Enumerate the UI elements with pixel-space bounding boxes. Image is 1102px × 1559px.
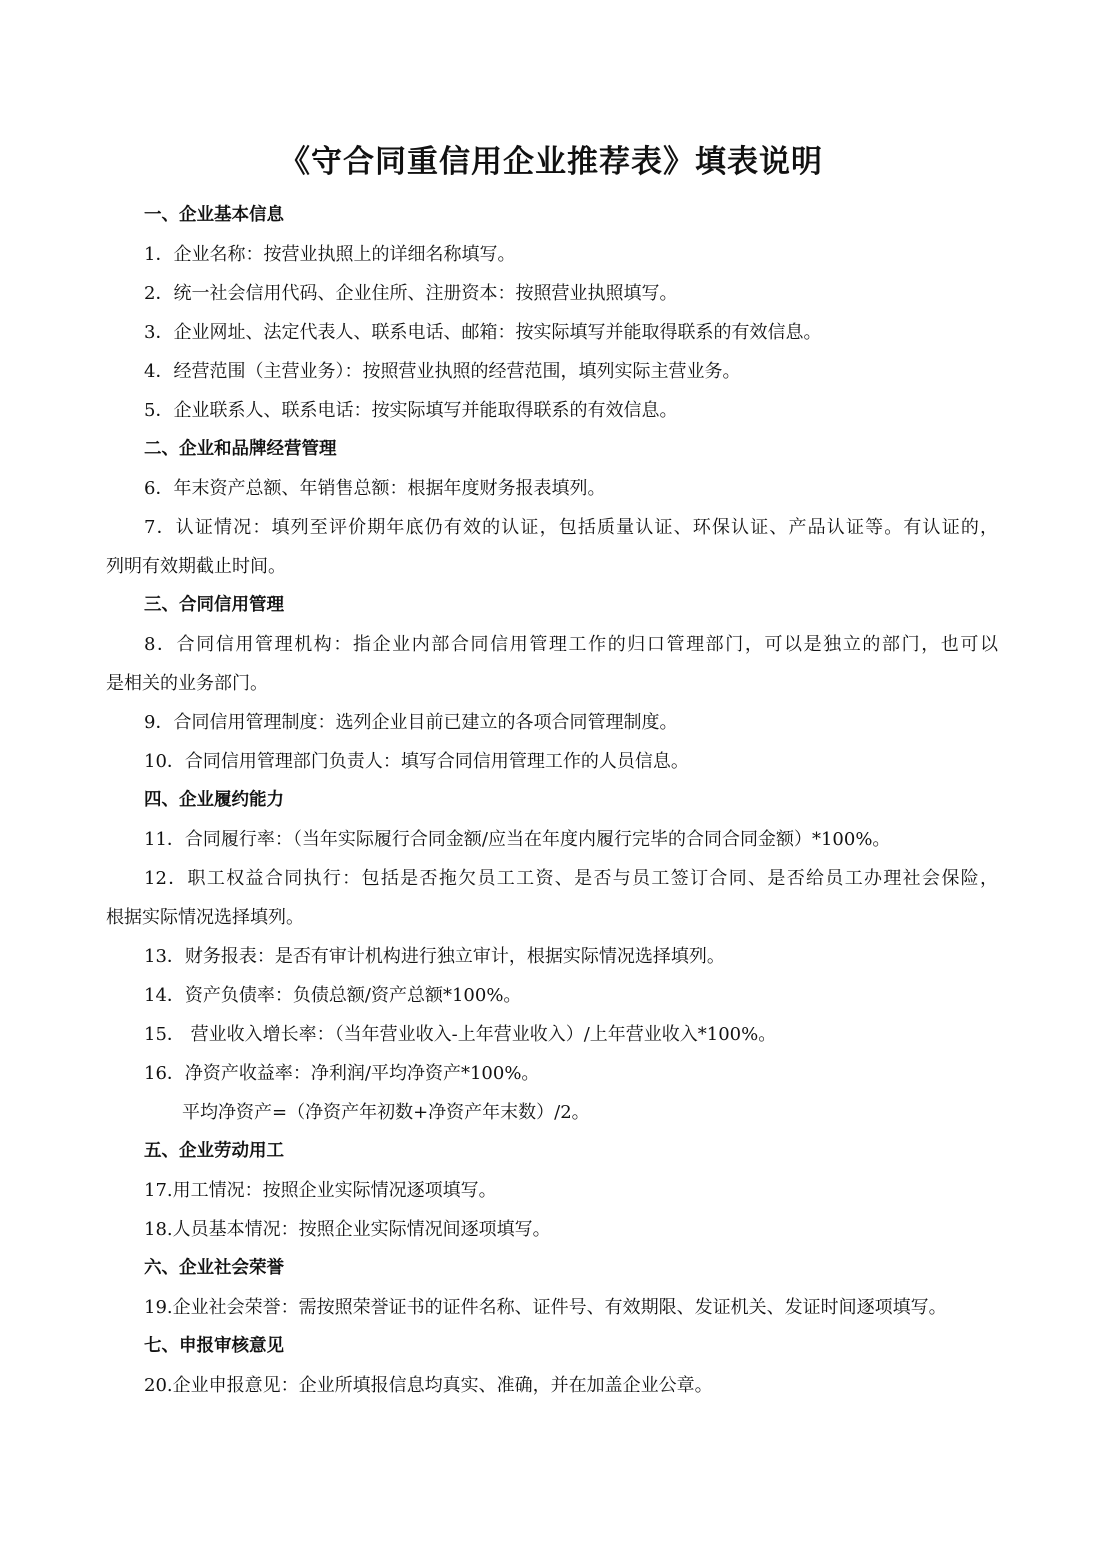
section-heading-review-opinion: 七、申报审核意见	[144, 1336, 284, 1356]
list-item: 5．企业联系人、联系电话：按实际填写并能取得联系的有效信息。	[144, 400, 678, 421]
list-item: 14．资产负债率：负债总额/资产总额*100%。	[144, 985, 522, 1006]
list-item-continuation: 根据实际情况选择填列。	[106, 907, 304, 928]
list-item: 17.用工情况：按照企业实际情况逐项填写。	[144, 1180, 497, 1201]
list-item: 1．企业名称：按营业执照上的详细名称填写。	[144, 244, 516, 265]
section-heading-brand-management: 二、企业和品牌经营管理	[144, 439, 337, 459]
list-item-continuation: 是相关的业务部门。	[106, 673, 268, 694]
list-item: 19.企业社会荣誉：需按照荣誉证书的证件名称、证件号、有效期限、发证机关、发证时间逐项填写。	[144, 1297, 947, 1318]
list-item: 9．合同信用管理制度：选列企业目前已建立的各项合同管理制度。	[144, 712, 678, 733]
list-item: 11．合同履行率：（当年实际履行合同金额/应当在年度内履行完毕的合同合同金额）*100%。	[144, 829, 891, 850]
document-body	[106, 196, 998, 1405]
document-title: 《守合同重信用企业推荐表》填表说明	[279, 144, 823, 180]
list-item: 16．净资产收益率：净利润/平均净资产*100%。	[144, 1063, 540, 1084]
section-heading-social-honor: 六、企业社会荣誉	[144, 1258, 284, 1278]
list-item: 4．经营范围（主营业务）：按照营业执照的经营范围，填列实际主营业务。	[144, 361, 741, 382]
list-item: 15． 营业收入增长率：（当年营业收入-上年营业收入）/上年营业收入*100%。	[144, 1024, 777, 1045]
list-item: 13．财务报表：是否有审计机构进行独立审计，根据实际情况选择填列。	[144, 946, 725, 967]
section-heading-contract-credit: 三、合同信用管理	[144, 595, 284, 615]
list-item: 10．合同信用管理部门负责人：填写合同信用管理工作的人员信息。	[144, 751, 689, 772]
list-item: 6．年末资产总额、年销售总额：根据年度财务报表填列。	[144, 478, 606, 499]
list-item: 20.企业申报意见：企业所填报信息均真实、准确，并在加盖企业公章。	[144, 1375, 713, 1396]
list-item: 7．认证情况：填列至评价期年底仍有效的认证，包括质量认证、环保认证、产品认证等。有认证的，	[144, 517, 998, 538]
list-item: 18.人员基本情况：按照企业实际情况间逐项填写。	[144, 1219, 551, 1240]
formula-line: 平均净资产=（净资产年初数+净资产年末数）/2。	[182, 1102, 590, 1123]
list-item-continuation: 列明有效期截止时间。	[106, 556, 286, 577]
section-heading-basic-info: 一、企业基本信息	[144, 205, 284, 225]
section-heading-labor: 五、企业劳动用工	[144, 1141, 284, 1161]
section-heading-performance-ability: 四、企业履约能力	[144, 790, 284, 810]
list-item: 3．企业网址、法定代表人、联系电话、邮箱：按实际填写并能取得联系的有效信息。	[144, 322, 822, 343]
list-item: 8．合同信用管理机构：指企业内部合同信用管理工作的归口管理部门，可以是独立的部门，也可以	[144, 634, 998, 655]
list-item: 12．职工权益合同执行：包括是否拖欠员工工资、是否与员工签订合同、是否给员工办理社会保险，	[144, 868, 998, 889]
list-item: 2．统一社会信用代码、企业住所、注册资本：按照营业执照填写。	[144, 283, 678, 304]
